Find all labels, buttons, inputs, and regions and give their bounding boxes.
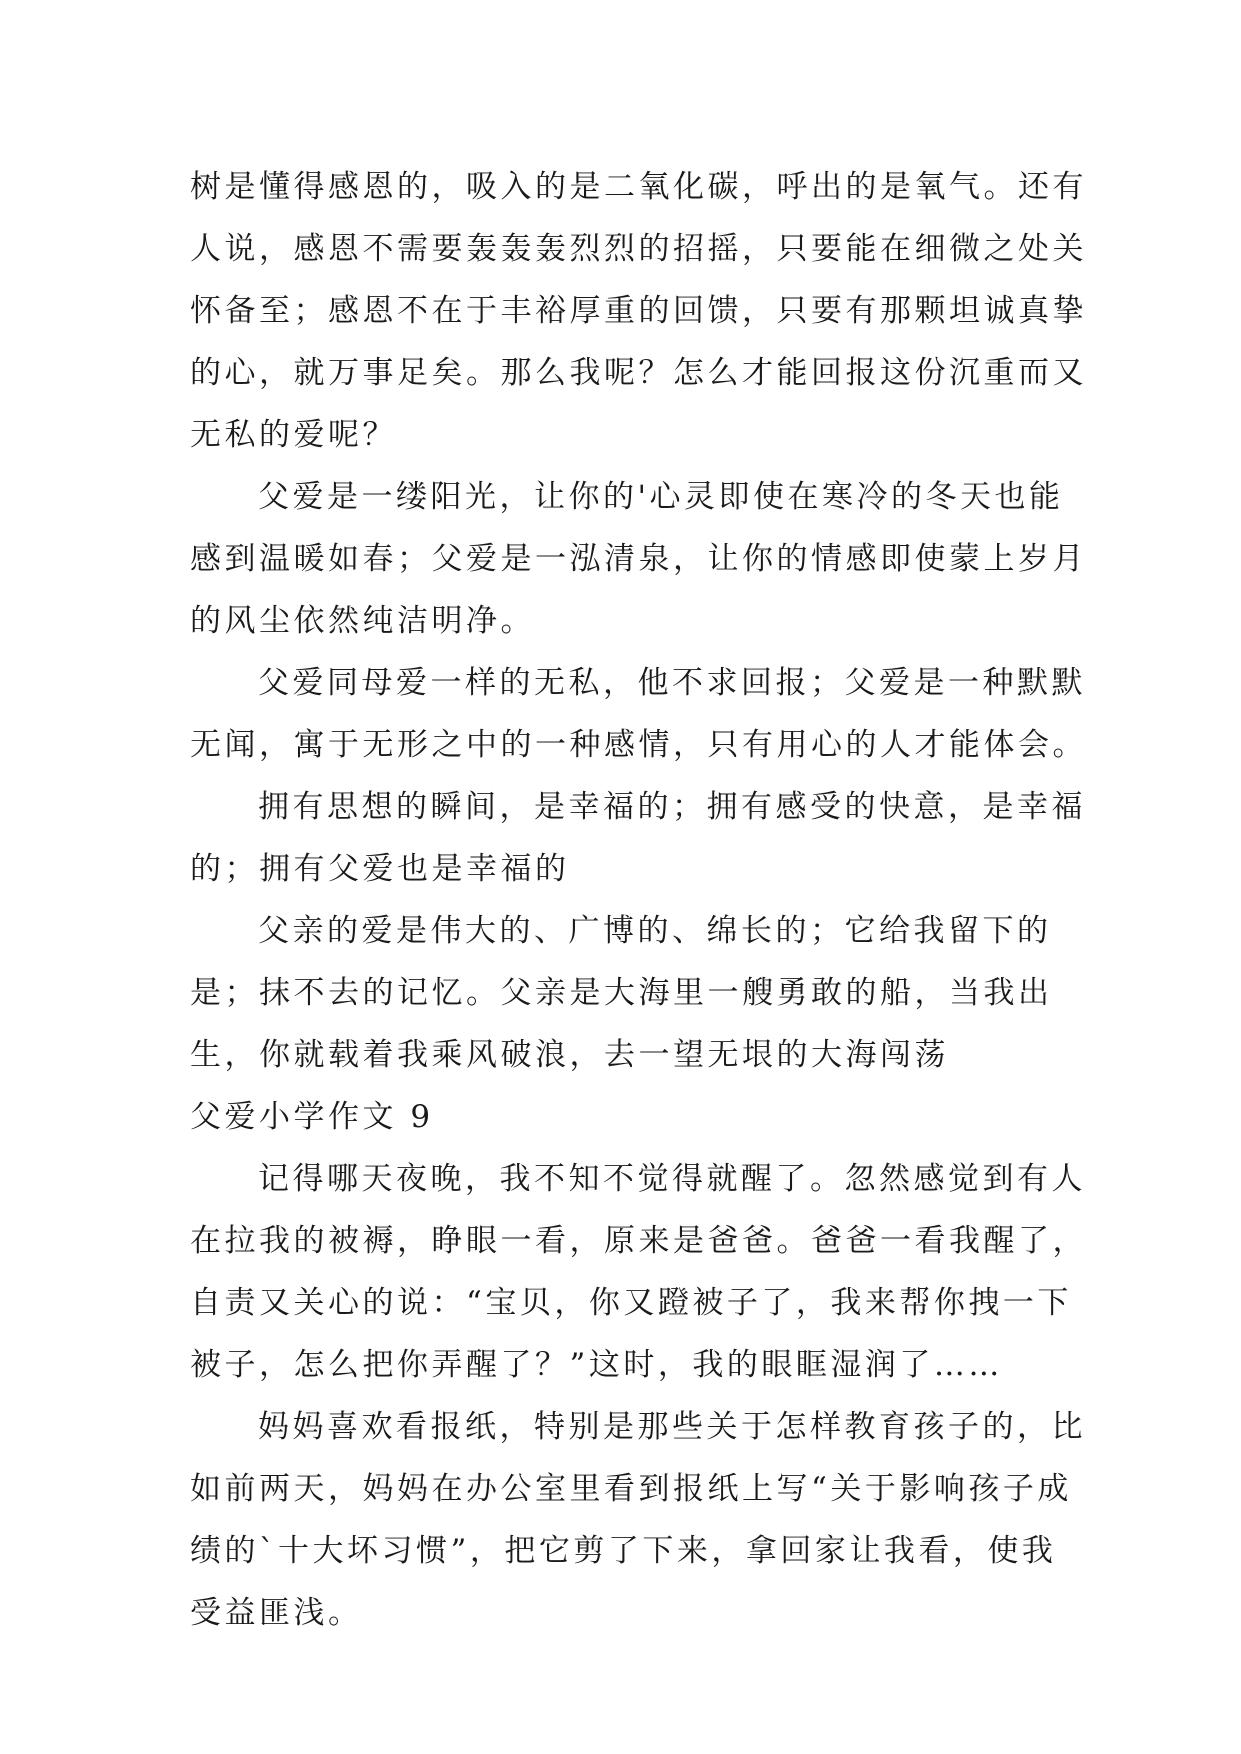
paragraph-night: 记得哪天夜晚，我不知不觉得就醒了。忽然感觉到有人在拉我的被褥，睁眼一看，原来是爸爸。爸爸一看我醒了，自责又关心的说：“宝贝，你又蹬被子了，我来帮你拽一下被子，怎么把你弄醒了？”这时，我的眼眶湿润了…… — [190, 1161, 1087, 1383]
paragraph-sunlight: 父爱是一缕阳光，让你的'心灵即使在寒冷的冬天也能感到温暖如春；父爱是一泓清泉，让你的情感即使蒙上岁月的风尘依然纯洁明净。 — [190, 479, 1087, 639]
document-body — [190, 156, 1090, 1644]
paragraph-newspaper: 妈妈喜欢看报纸，特别是那些关于怎样教育孩子的，比如前两天，妈妈在办公室里看到报纸上写“关于影响孩子成绩的`十大坏习惯”，把它剪了下来，拿回家让我看，使我受益匪浅。 — [190, 1409, 1086, 1631]
paragraph-ship: 父亲的爱是伟大的、广博的、绵长的；它给我留下的是；抹不去的记忆。父亲是大海里一艘勇敢的船，当我出生，你就载着我乘风破浪，去一望无垠的大海闯荡 — [190, 913, 1053, 1073]
paragraph-selfless: 父爱同母爱一样的无私，他不求回报；父爱是一种默默无闻，寓于无形之中的一种感情，只有用心的人才能体会。 — [190, 665, 1087, 763]
section-title: 父爱小学作文 9 — [190, 1099, 434, 1135]
paragraph-gratitude: 树是懂得感恩的，吸入的是二氧化碳，呼出的是氧气。还有人说，感恩不需要轰轰轰烈烈的招摇，只要能在细微之处关怀备至；感恩不在于丰裕厚重的回馈，只要有那颗坦诚真挚的心，就万事足矣。那么我呢？怎么才能回报这份沉重而又无私的爱呢？ — [190, 169, 1087, 453]
paragraph-happiness: 拥有思想的瞬间，是幸福的；拥有感受的快意，是幸福的；拥有父爱也是幸福的 — [190, 789, 1086, 887]
